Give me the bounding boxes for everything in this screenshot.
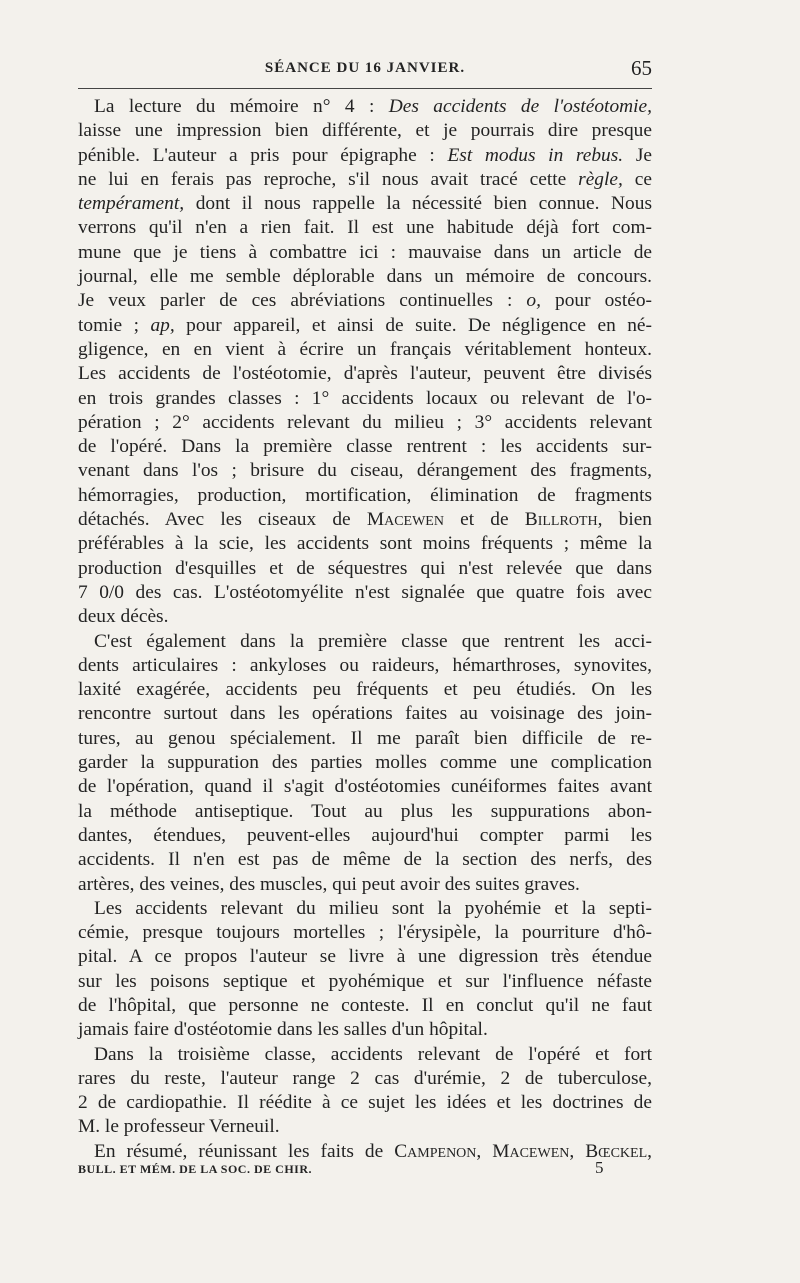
paragraph [78,630,652,897]
sheet-number: 5 [595,1158,604,1177]
text-line: venant dans l'os ; brisure du ciseau, dérangement des fragments, [78,460,652,482]
sheet-signature: BULL. ET MÉM. DE LA SOC. DE CHIR. [78,1162,312,1176]
text-line: gligence, en en vient à écrire un français véritablement honteux. [78,338,652,360]
text-line: pération ; 2° accidents relevant du milieu ; 3° accidents relevant [78,411,652,433]
text-line: artères, des veines, des muscles, qui peut avoir des suites graves. [78,873,580,895]
text-line: tures, au genou spécialement. Il me paraît bien difficile de re- [78,727,652,749]
text-line: Je veux parler de ces abréviations continuelles : o, pour ostéo- [78,290,652,312]
text-line: production d'esquilles et de séquestres qui n'est relevée que dans [78,557,652,579]
text-line: tempérament, dont il nous rappelle la nécessité bien connue. Nous [78,193,652,215]
text-line: Les accidents de l'ostéotomie, d'après l'auteur, peuvent être divisés [78,363,652,385]
page-footer [78,1158,652,1178]
text-line: en trois grandes classes : 1° accidents locaux ou relevant de l'o- [78,387,652,409]
text-line: détachés. Avec les ciseaux de Macewen et de Billroth, bien [78,509,653,531]
text-line: tomie ; ap, pour appareil, et ainsi de suite. De négligence en né- [78,314,652,336]
text-line: deux décès. [78,606,169,628]
body-text [78,95,652,1164]
text-line: de l'hôpital, que personne ne conteste. Il en conclut qu'il ne faut [78,994,652,1016]
text-line: Les accidents relevant du milieu sont la pyohémie et la septi- [94,897,652,919]
text-line: cémie, presque toujours mortelles ; l'érysipèle, la pourriture d'hô- [78,922,652,944]
text-line: la méthode antiseptique. Tout au plus les suppurations abon- [78,800,652,822]
text-line: Dans la troisième classe, accidents relevant de l'opéré et fort [94,1043,652,1065]
text-line: mune que je tiens à combattre ici : mauvaise dans un article de [78,241,652,263]
text-line: 2 de cardiopathie. Il réédite à ce sujet les idées et les doctrines de [78,1092,652,1114]
text-line: verrons qu'il n'en a rien fait. Il est une habitude déjà fort com- [78,217,652,239]
paragraph [78,95,652,630]
text-line: pital. A ce propos l'auteur se livre à une digression très étendue [78,946,652,968]
text-line: hémorragies, production, mortification, élimination de fragments [78,484,652,506]
paragraph [78,897,652,1043]
text-line: journal, elle me semble déplorable dans un mémoire de concours. [78,266,652,288]
text-line: laisse une impression bien différente, et je pourrais dire presque [78,120,652,142]
text-line: jamais faire d'ostéotomie dans les salles d'un hôpital. [78,1019,488,1041]
text-line: M. le professeur Verneuil. [78,1116,280,1138]
text-line: accidents. Il n'en est pas de même de la section des nerfs, des [78,849,652,871]
page-number: 65 [631,56,652,80]
text-line: dantes, étendues, peuvent-elles aujourd'hui compter parmi les [78,824,652,846]
text-line: rencontre surtout dans les opérations faites au voisinage des join- [78,703,652,725]
text-line: de l'opération, quand il s'agit d'ostéotomies cunéiformes faites avant [78,776,652,798]
header-rule [78,88,652,89]
text-line: pénible. L'auteur a pris pour épigraphe : Est modus in rebus. Je [78,144,652,166]
text-line: préférables à la scie, les accidents sont moins fréquents ; même la [78,533,652,555]
text-line: garder la suppuration des parties molles comme une complication [78,752,652,774]
text-line: La lecture du mémoire n° 4 : Des accidents de l'ostéotomie, [94,96,652,117]
running-header [78,54,652,82]
text-line: C'est également dans la première classe que rentrent les acci- [94,630,652,652]
text-line: rares du reste, l'auteur range 2 cas d'urémie, 2 de tuberculose, [78,1067,652,1089]
paragraph [78,1043,652,1140]
text-line: 7 0/0 des cas. L'ostéotomyélite n'est signalée que quatre fois avec [78,581,652,603]
text-line: dents articulaires : ankyloses ou raideurs, hémarthroses, synovites, [78,654,652,676]
running-title: SÉANCE DU 16 JANVIER. [264,60,466,76]
text-line: En résumé, réunissant les faits de Campenon, Macewen, Bœckel, [94,1140,652,1162]
text-line: sur les poisons septique et pyohémique et sur l'influence néfaste [78,970,652,992]
text-line: de l'opéré. Dans la première classe rentrent : les accidents sur- [78,436,652,458]
text-line: ne lui en ferais pas reproche, s'il nous avait tracé cette règle, ce [78,168,652,190]
text-line: laxité exagérée, accidents peu fréquents et peu étudiés. On les [78,679,652,701]
